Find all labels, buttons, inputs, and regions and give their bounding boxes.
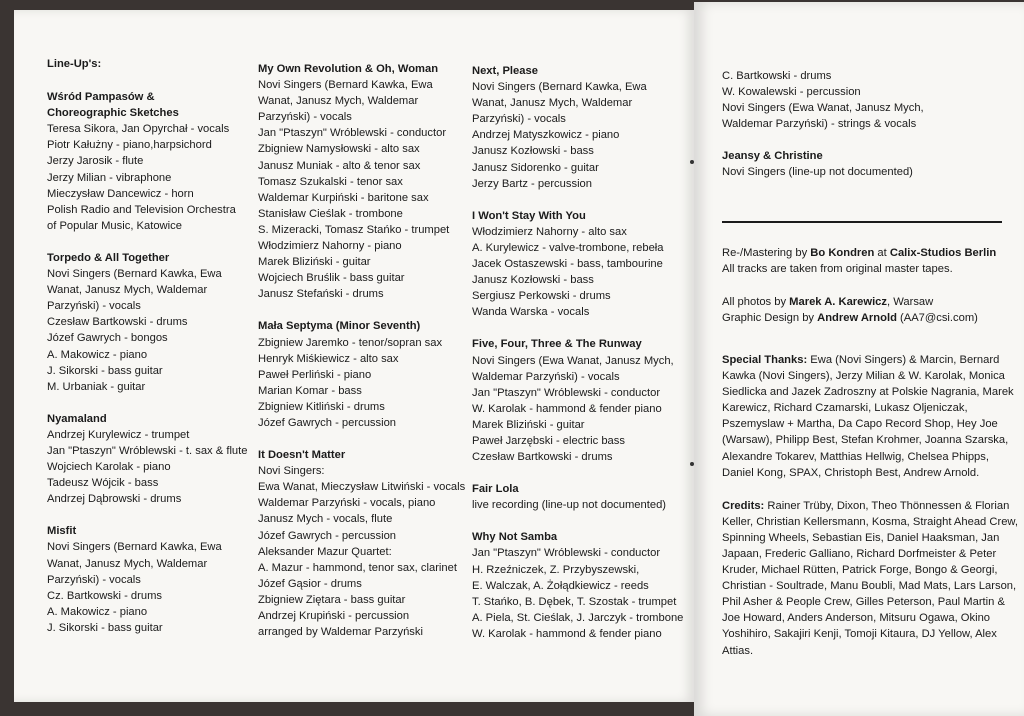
column-4 (722, 68, 1022, 676)
credits: Credits: Rainer Trüby, Dixon, Theo Thönnessen & Florian Keller, Christian Kellersmann, Kosma, Straight Ahead Crew, Spinning Wheels, Sebastian Eis, Daniel Haaksman, Jan Japaan, Frederic Galliano, Richard Dorfmeister & Peter Kruder, Michael Rütten, Patrick Forge, Bongo & Georgi, Christian - Soultrade, Manu Boubli, Mad Mats, Lars Larson, Phil Asher & People Crew, Gilles Peterson, Paul Martin & Joe Howard, Anders Anderson, Mitsuru Ogawa, Okino Yoshihiro, Sakajiri Kenji, Tomoji Kitaura, DJ Yellow, Alex Attias. (722, 499, 1018, 657)
lineup-block (47, 523, 252, 636)
lineup-line: Marek Bliziński - guitar (258, 256, 371, 269)
lineup-line: Parzyński) - vocals (258, 111, 352, 124)
lineup-line: Janusz Kozłowski - bass (472, 274, 594, 287)
lineup-line: Stanisław Cieślak - trombone (258, 207, 403, 220)
lineup-block (47, 411, 252, 508)
lineup-line: Janusz Muniak - alto & tenor sax (258, 159, 421, 172)
lineup-line: Wojciech Karolak - piano (47, 461, 171, 474)
lineup-line: Janusz Stefański - drums (258, 288, 384, 301)
lineup-block (258, 61, 468, 302)
track-heading: I Won't Stay With You (472, 209, 586, 222)
track-heading: Misfit (47, 525, 77, 538)
binding-dot (690, 462, 694, 466)
column-4-blocks (722, 68, 1022, 181)
lineup-line: Waldemar Parzyński) - vocals (472, 370, 620, 383)
lineup-line: Zbigniew Ziętara - bass guitar (258, 593, 406, 606)
track-heading: Next, Please (472, 65, 538, 77)
lineup-line: W. Karolak - hammond & fender piano (472, 627, 662, 640)
lineup-block (47, 56, 252, 72)
column-1 (47, 56, 252, 652)
lineup-line: C. Bartkowski - drums (722, 70, 832, 82)
lineup-line: Marek Bliziński - guitar (472, 418, 585, 431)
lineup-block (258, 318, 468, 431)
lineup-line: A. Kurylewicz - valve-trombone, rebeła (472, 241, 664, 254)
lineup-line: Jacek Ostaszewski - bass, tambourine (472, 258, 663, 271)
lineup-line: Mieczysław Dancewicz - horn (47, 187, 194, 200)
lineup-line: Włodzimierz Nahorny - piano (258, 240, 402, 253)
lineup-line: Janusz Kozłowski - bass (472, 145, 594, 158)
lineup-line: Novi Singers (Ewa Wanat, Janusz Mych, (722, 102, 924, 115)
lineup-line: Jan "Ptaszyn" Wróblewski - t. sax & flute (47, 444, 248, 457)
lineup-line: Zbigniew Jaremko - tenor/sopran sax (258, 336, 443, 349)
lineup-line: Zbigniew Namysłowski - alto sax (258, 143, 420, 156)
lineup-line: Wanat, Janusz Mych, Waldemar (472, 97, 633, 110)
lineup-block (472, 336, 672, 465)
lineup-line: Novi Singers (Bernard Kawka, Ewa (47, 541, 222, 554)
lineup-line: Wojciech Bruślik - bass guitar (258, 272, 405, 285)
lineup-line: of Popular Music, Katowice (47, 219, 182, 232)
track-heading: Why Not Samba (472, 531, 558, 544)
lineup-line: A. Piela, St. Cieślak, J. Jarczyk - trombone (472, 611, 684, 624)
lineup-block (472, 481, 672, 513)
track-heading: Mała Septyma (Minor Seventh) (258, 320, 421, 333)
lineup-block (258, 447, 468, 640)
lineup-line: Józef Gawrych - percussion (258, 529, 397, 542)
lineup-line: Andrzej Kurylewicz - trumpet (47, 428, 190, 441)
lineup-line: Wanat, Janusz Mych, Waldemar (47, 557, 208, 570)
lineup-line: Polish Radio and Television Orchestra (47, 203, 236, 216)
lineup-block (722, 148, 1022, 180)
lineup-line: Novi Singers (Bernard Kawka, Ewa (258, 79, 433, 92)
lineup-line: Tomasz Szukalski - tenor sax (258, 175, 403, 188)
lineup-line: Jerzy Jarosik - flute (47, 155, 144, 168)
track-heading: Wśród Pampasów & Choreographic Sketches (47, 91, 179, 120)
lineup-line: Paweł Jarzębski - electric bass (472, 434, 625, 447)
lineup-line: Henryk Miśkiewicz - alto sax (258, 352, 399, 365)
lineup-line: J. Sikorski - bass guitar (47, 621, 163, 634)
lineup-line: A. Makowicz - piano (47, 348, 148, 361)
column-2 (258, 61, 468, 656)
lineup-line: Jan "Ptaszyn" Wróblewski - conductor (472, 547, 661, 560)
lineup-line: T. Stańko, B. Dębek, T. Szostak - trumpet (472, 595, 677, 608)
lineup-line: W. Kowalewski - percussion (722, 86, 861, 99)
lineup-line: Parzyński) - vocals (472, 113, 566, 126)
lineup-line: arranged by Waldemar Parzyński (258, 626, 423, 639)
lineup-line: M. Urbaniak - guitar (47, 380, 146, 393)
lineup-block (472, 208, 672, 321)
lineup-line: A. Makowicz - piano (47, 605, 148, 618)
divider-rule (722, 221, 1002, 223)
special-thanks: Special Thanks: Ewa (Novi Singers) & Marcin, Bernard Kawka (Novi Singers), Jerzy Milian & W. Karolak, Monica Siedlicka and Jazek Zadroszny at Polskie Nagrania, Marek Karewicz, Richard Czamarski, Lukasz Oljeniczak, Pszemyslaw + Martha, Da Capo Record Shop, Hey Joe (Warsaw), Philipp Best, Stefan Krohmer, Joanna Szarska, Alexandre Tokarev, Matthias Hellwig, Chelsea Phipps, Daniel Kong, SPAX, Christoph Best, Andrew Arnold. (722, 353, 1014, 479)
lineup-line: Janusz Sidorenko - guitar (472, 161, 599, 174)
column-3 (472, 63, 684, 658)
lineup-line: Wanat, Janusz Mych, Waldemar (47, 284, 208, 297)
lineup-line: Józef Gawrych - bongos (47, 332, 168, 345)
lineup-line: live recording (line-up not documented) (472, 499, 667, 512)
lineup-line: Sergiusz Perkowski - drums (472, 290, 611, 303)
lineup-line: Novi Singers: (258, 465, 325, 478)
lineup-line: Ewa Wanat, Mieczysław Litwiński - vocals (258, 481, 466, 494)
lineup-line: Jerzy Milian - vibraphone (47, 171, 172, 184)
lineup-line: Czesław Bartkowski - drums (472, 451, 613, 464)
lineup-line: E. Walczak, A. Żołądkiewicz - reeds (472, 579, 649, 592)
track-heading: Five, Four, Three & The Runway (472, 338, 642, 351)
lineup-line: Józef Gąsior - drums (258, 577, 362, 590)
lineup-line: Józef Gawrych - percussion (258, 416, 397, 429)
lineup-line: Novi Singers (Bernard Kawka, Ewa (472, 81, 647, 94)
lineup-line: Teresa Sikora, Jan Opyrchał - vocals (47, 123, 230, 136)
lineup-line: Waldemar Parzyński - vocals, piano (258, 497, 436, 510)
lineup-line: Waldemar Parzyński) - strings & vocals (722, 118, 917, 131)
lineup-block (472, 63, 672, 192)
lineup-line: Wanda Warska - vocals (472, 306, 590, 319)
lineup-block (472, 529, 684, 642)
lineup-block (722, 68, 1022, 132)
lineup-line: Piotr Kałużny - piano,harpsichord (47, 139, 212, 152)
lineup-line: Aleksander Mazur Quartet: (258, 545, 392, 558)
lineup-line: Jan "Ptaszyn" Wróblewski - conductor (258, 127, 447, 140)
lineup-line: W. Karolak - hammond & fender piano (472, 402, 662, 415)
lineup-line: S. Mizeracki, Tomasz Stańko - trumpet (258, 223, 450, 236)
lineup-line: J. Sikorski - bass guitar (47, 364, 163, 377)
lineup-line: A. Mazur - hammond, tenor sax, clarinet (258, 561, 457, 574)
binding-dot (690, 160, 694, 164)
track-heading: Fair Lola (472, 483, 519, 496)
lineup-line: Novi Singers (Bernard Kawka, Ewa (47, 268, 222, 281)
lineup-line: Andrzej Dąbrowski - drums (47, 493, 182, 506)
track-heading: My Own Revolution & Oh, Woman (258, 63, 439, 75)
track-heading: Line-Up's: (47, 58, 102, 70)
track-heading: It Doesn't Matter (258, 449, 346, 462)
lineup-line: Parzyński) - vocals (47, 573, 141, 586)
track-heading: Torpedo & All Together (47, 251, 170, 264)
lineup-line: Paweł Perliński - piano (258, 368, 372, 381)
lineup-line: Marian Komar - bass (258, 384, 362, 397)
track-heading: Nyamaland (47, 412, 107, 425)
lineup-line: Zbigniew Kitliński - drums (258, 400, 385, 413)
lineup-line: Włodzimierz Nahorny - alto sax (472, 225, 627, 238)
lineup-line: Janusz Mych - vocals, flute (258, 513, 393, 526)
lineup-line: Novi Singers (Ewa Wanat, Janusz Mych, (472, 354, 674, 367)
lineup-line: Andrzej Matyszkowicz - piano (472, 129, 620, 142)
lineup-line: Cz. Bartkowski - drums (47, 589, 162, 602)
lineup-line: Jerzy Bartz - percussion (472, 177, 592, 190)
lineup-line: Novi Singers (line-up not documented) (722, 166, 913, 179)
lineup-line: Wanat, Janusz Mych, Waldemar (258, 95, 419, 108)
track-heading: Jeansy & Christine (722, 150, 823, 163)
lineup-line: Jan "Ptaszyn" Wróblewski - conductor (472, 386, 661, 399)
mastering-credit: Re-/Mastering by Bo Kondren at Calix-Studios Berlin All tracks are taken from original master tapes. (722, 246, 997, 275)
lineup-line: Waldemar Kurpiński - baritone sax (258, 191, 429, 204)
lineup-block (47, 89, 252, 234)
lineup-block (47, 250, 252, 395)
lineup-line: H. Rzeźniczek, Z. Przybyszewski, (472, 563, 640, 576)
photo-design-credit: All photos by Marek A. Karewicz, Warsaw Graphic Design by Andrew Arnold (AA7@csi.com) (722, 295, 978, 324)
lineup-line: Andrzej Krupiński - percussion (258, 610, 410, 622)
lineup-line: Tadeusz Wójcik - bass (47, 477, 159, 490)
lineup-line: Czesław Bartkowski - drums (47, 316, 188, 329)
lineup-line: Parzyński) - vocals (47, 300, 141, 313)
